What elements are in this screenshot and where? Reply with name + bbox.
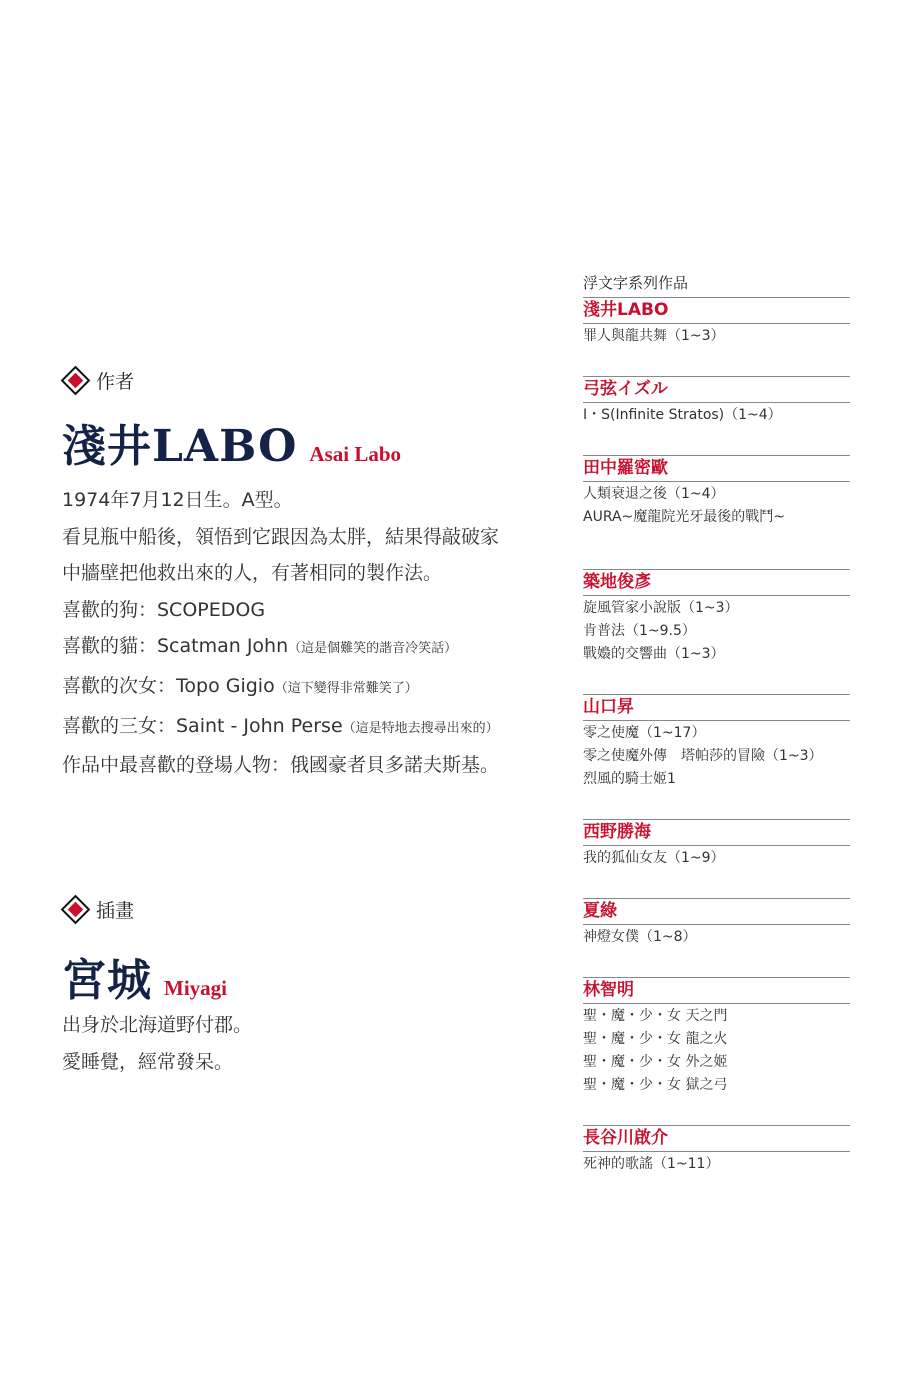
works-list: [583, 482, 850, 529]
bio-line: [62, 519, 562, 556]
bio-line: [62, 1044, 562, 1081]
work-title: 零之使魔外傳 塔帕莎的冒險（1~3）: [583, 748, 823, 764]
works-list: [583, 1152, 850, 1176]
bio-line: [62, 747, 562, 784]
bio-line: [62, 708, 562, 748]
series-author-block: [583, 977, 850, 1097]
works-list: [583, 596, 850, 666]
series-list-title: 浮文字系列作品: [583, 274, 689, 292]
work-title: 聖・魔・少・女 天之門: [583, 1008, 728, 1024]
diamond-icon: [62, 897, 88, 923]
work-title: 罪人與龍共舞（1~3）: [583, 328, 725, 344]
series-author-block: [583, 297, 850, 348]
work-title: 旋風管家小說版（1~3）: [583, 600, 739, 616]
works-list: [583, 403, 850, 427]
work-title: 肯普法（1~9.5）: [583, 623, 696, 639]
works-list: [583, 846, 850, 870]
series-author-block: [583, 819, 850, 870]
diamond-icon: [62, 368, 88, 394]
work-title: 聖・魔・少・女 獄之弓: [583, 1077, 728, 1093]
work-title: 聖・魔・少・女 外之姬: [583, 1054, 728, 1070]
series-author-name: 西野勝海: [583, 822, 651, 842]
works-list: [583, 1004, 850, 1097]
series-author-block: [583, 694, 850, 791]
bio-line: [62, 668, 562, 708]
series-author-name: 築地俊彥: [583, 572, 651, 592]
series-author-name: 田中羅密歐: [583, 458, 668, 478]
work-title: 零之使魔（1~17）: [583, 725, 706, 741]
series-author-block: [583, 569, 850, 666]
series-author-name: 林智明: [583, 980, 634, 1000]
series-author-block: [583, 455, 850, 529]
series-author-name: 淺井LABO: [583, 300, 669, 320]
illustrator-bio: [62, 1007, 562, 1080]
bio-line-text: 作品中最喜歡的登場人物：俄國豪者貝多諾夫斯基。: [62, 754, 500, 777]
illustrator-name-roman: Miyagi: [164, 976, 227, 1000]
series-author-name: 弓弦イズル: [583, 379, 668, 399]
author-bio: [62, 482, 562, 784]
series-list: [583, 271, 850, 1176]
illustrator-section-label: [62, 896, 134, 923]
bio-line-note: （這是個難笑的諧音冷笑話）: [288, 641, 458, 657]
bio-line: [62, 592, 562, 629]
bio-line: [62, 482, 562, 519]
bio-line-text: 1974年7月12日生。A型。: [62, 489, 293, 511]
series-author-block: [583, 1125, 850, 1176]
author-name-row: [62, 410, 401, 474]
bio-line-note: （這是特地去搜尋出來的）: [342, 720, 499, 736]
work-title: 聖・魔・少・女 龍之火: [583, 1031, 728, 1047]
illustrator-name-row: [62, 944, 227, 1008]
bio-line-text: 喜歡的三女：Saint - John Perse: [62, 714, 343, 737]
author-name-roman: Asai Labo: [309, 442, 402, 466]
series-authors: [583, 297, 850, 1176]
bio-line-text: 出身於北海道野付郡。: [62, 1014, 253, 1036]
author-label-text: 作者: [96, 371, 135, 393]
works-list: [583, 721, 850, 791]
works-list: [583, 324, 850, 348]
work-title: AURA~魔龍院光牙最後的戰鬥~: [583, 509, 786, 525]
work-title: I・S(Infinite Stratos)（1~4）: [583, 407, 782, 423]
work-title: 神燈女僕（1~8）: [583, 929, 697, 945]
illustrator-label-text: 插畫: [96, 900, 135, 922]
bio-line-text: 喜歡的次女：Topo Gigio: [62, 674, 275, 697]
bio-line-text: 愛睡覺，經常發呆。: [62, 1050, 234, 1073]
bio-line-text: 看見瓶中船後，領悟到它跟因為太胖，結果得敲破家: [62, 525, 500, 548]
bio-line-note: （這下變得非常難笑了）: [274, 680, 418, 696]
bio-line: [62, 628, 562, 668]
work-title: 人類衰退之後（1~4）: [583, 486, 725, 502]
work-title: 烈風的騎士姬1: [583, 771, 676, 787]
bio-line: [62, 555, 562, 592]
series-author-name: 山口昇: [583, 697, 634, 717]
works-list: [583, 925, 850, 949]
work-title: 我的狐仙女友（1~9）: [583, 850, 725, 866]
bio-line-text: 喜歡的貓：Scatman John: [62, 635, 289, 658]
work-title: 死神的歌謠（1~11）: [583, 1156, 720, 1172]
bio-line: [62, 1007, 562, 1044]
series-author-block: [583, 376, 850, 427]
author-section-label: [62, 367, 134, 394]
bio-line-text: 喜歡的狗：SCOPEDOG: [62, 598, 266, 621]
bio-line-text: 中牆壁把他救出來的人，有著相同的製作法。: [62, 562, 443, 585]
illustrator-name: 宮城: [62, 955, 152, 1006]
work-title: 戰嬝的交響曲（1~3）: [583, 646, 725, 662]
series-author-name: 長谷川啟介: [583, 1128, 668, 1148]
series-author-block: [583, 898, 850, 949]
author-name: 淺井LABO: [62, 421, 298, 472]
series-author-name: 夏綠: [583, 901, 617, 921]
